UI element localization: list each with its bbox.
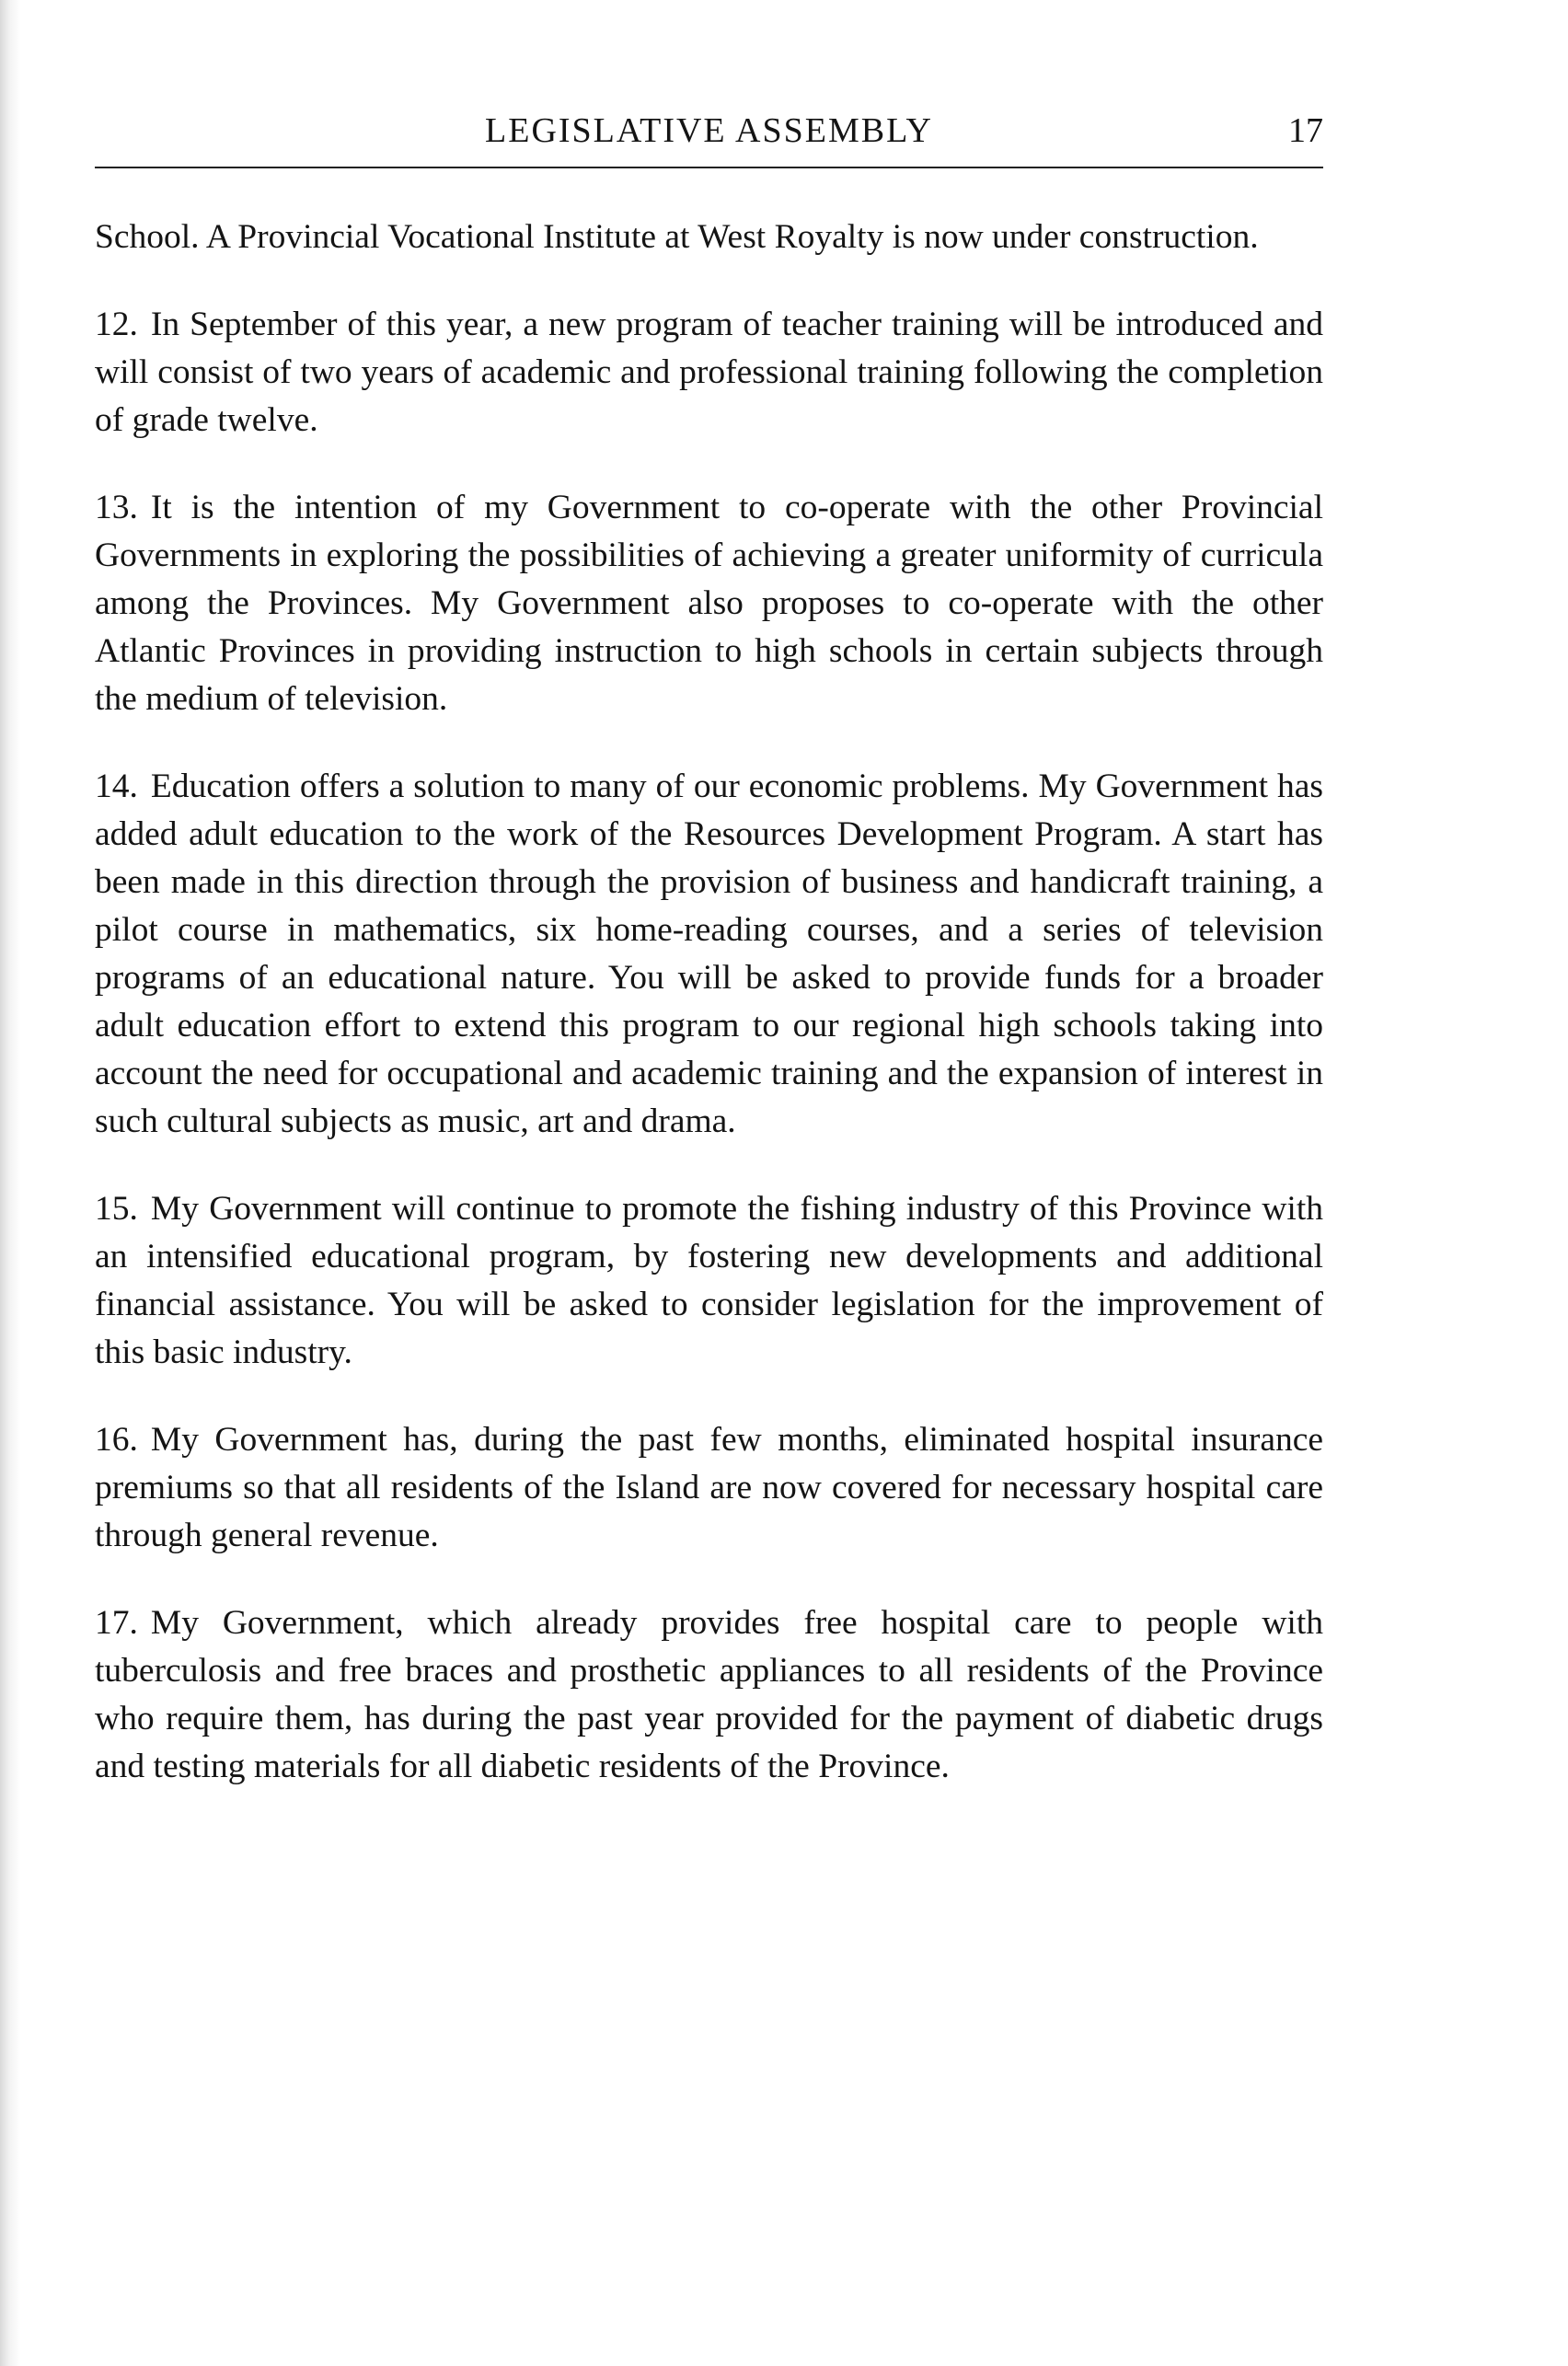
paragraph-text: Education offers a solution to many of our economic problems. My Government has added adult education to the work of the Resources Development Program. A start has been made in this direction through the provision of business and handicraft training, a pilot course in mathematics, six home-reading courses, and a series of television programs of an educational nature. You will be asked to provide funds for a broader adult education effort to extend this program to our regional high schools taking into account the need for occupational and academic training and the expansion of interest in such cultural subjects as music, art and drama.	[95, 768, 1323, 1140]
paragraph-text: It is the intention of my Government to co-operate with the other Provincial Governments in exploring the possibilities of achieving a greater uniformity of curricula among the Provinces. My Government also proposes to co-operate with the other Atlantic Provinces in providing instruction to high schools in certain subjects through the medium of television.	[95, 489, 1323, 718]
paragraph-17	[95, 1599, 1323, 1791]
body-text	[95, 214, 1323, 1830]
paragraph-number: 13.	[95, 489, 138, 526]
paragraph-number: 15.	[95, 1190, 138, 1228]
paragraph-text: My Government, which already provides free hospital care to people with tuberculosis and free braces and prosthetic appliances to all residents of the Province who require them, has during the past year provided for the payment of diabetic drugs and testing materials for all diabetic residents of the Province.	[95, 1604, 1323, 1785]
paragraph-15	[95, 1185, 1323, 1377]
paragraph-text: My Government will continue to promote the fishing industry of this Province with an intensified educational program, by fostering new developments and additional financial assistance. You will be asked to consider legislation for the improvement of this basic industry.	[95, 1190, 1323, 1371]
paragraph-continuation	[95, 214, 1323, 261]
paragraph-16	[95, 1416, 1323, 1560]
paragraph-text: In September of this year, a new program of teacher training will be introduced and will consist of two years of academic and professional training following the completion of grade twelve.	[95, 306, 1323, 439]
paragraph-number: 14.	[95, 768, 138, 805]
page-number: 17	[1288, 111, 1323, 150]
paragraph-text: School. A Provincial Vocational Institute at West Royalty is now under construction.	[95, 218, 1259, 256]
header-rule	[95, 167, 1323, 168]
paragraph-13	[95, 484, 1323, 723]
running-header	[95, 103, 1323, 158]
paragraph-text: My Government has, during the past few months, eliminated hospital insurance premiums so that all residents of the Island are now covered for necessary hospital care through general revenue.	[95, 1421, 1323, 1554]
paragraph-12	[95, 301, 1323, 444]
paragraph-number: 12.	[95, 306, 138, 343]
running-title: LEGISLATIVE ASSEMBLY	[485, 111, 933, 150]
paragraph-number: 17.	[95, 1604, 138, 1642]
paragraph-number: 16.	[95, 1421, 138, 1459]
paragraph-14	[95, 763, 1323, 1146]
